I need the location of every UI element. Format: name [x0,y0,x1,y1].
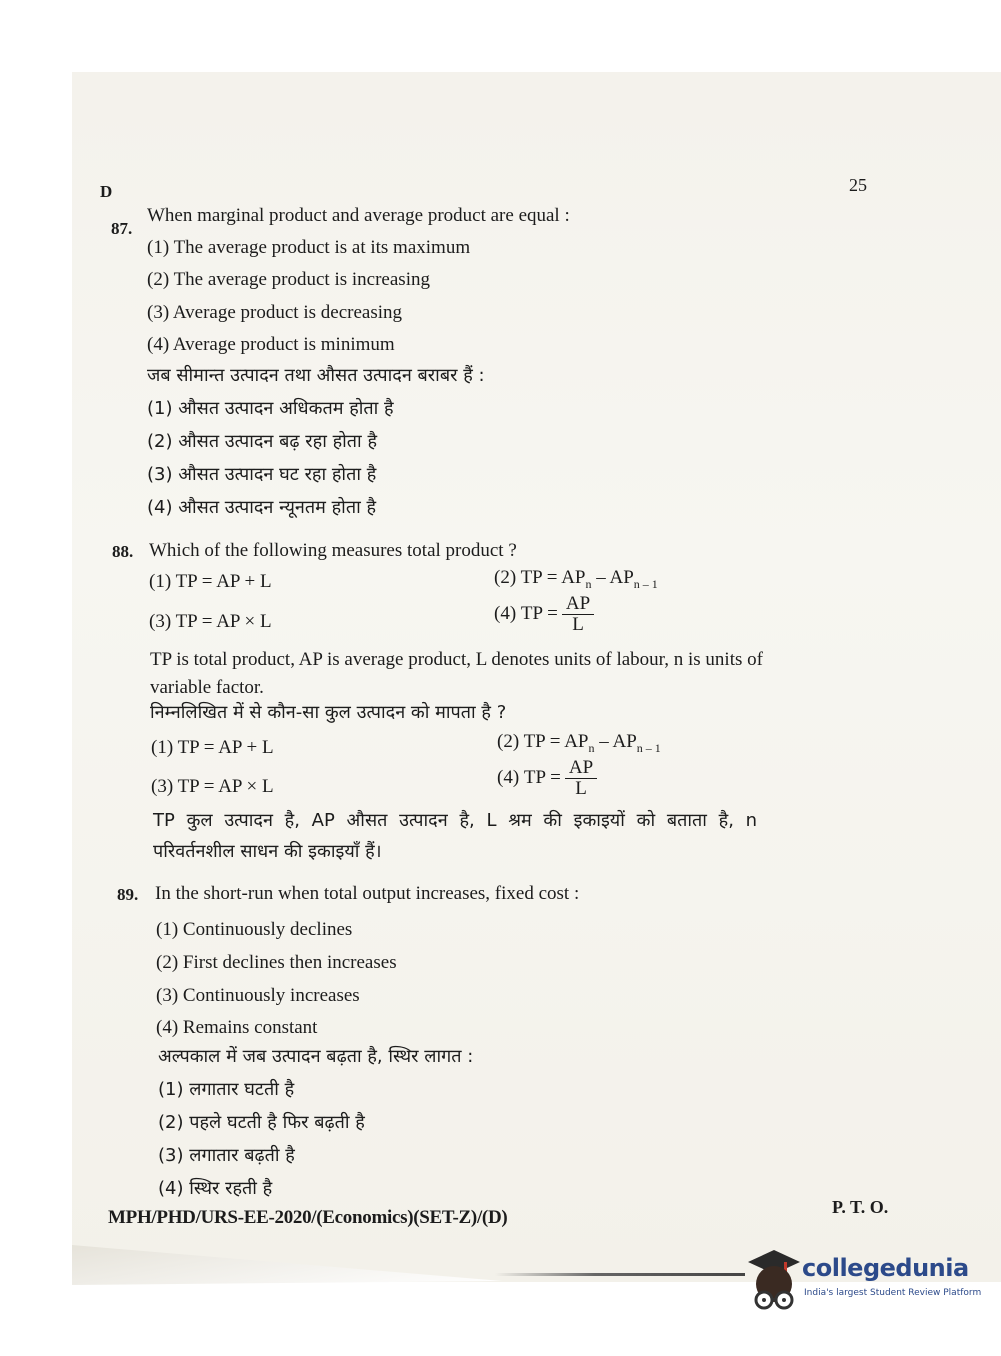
page-number: 25 [849,175,867,195]
q89-stem-hi: अल्पकाल में जब उत्पादन बढ़ता है, स्थिर लागत : [158,1046,474,1067]
q89-stem-en: In the short-run when total output increases, fixed cost : [155,883,580,904]
set-letter: D [100,182,113,201]
q89-option-1-en: (1) Continuously declines [156,919,353,940]
q88-stem-en: Which of the following measures total product ? [149,540,517,561]
mascot-icon [744,1248,802,1314]
q88-option-1-en: (1) TP = AP + L [149,571,272,592]
q89-option-2-en: (2) First declines then increases [156,952,397,973]
footer-exam-code: MPH/PHD/URS-EE-2020/(Economics)(SET-Z)/(D) [108,1207,508,1228]
q87-option-1-hi: (1) औसत उत्पादन अधिकतम होता है [147,398,394,419]
q88-option-2-hi: (2) TP = $AP_n - AP_{n - 1}$ [497,731,661,755]
q88-option-3-hi: (3) TP = AP × L [151,776,274,797]
q88-note-en-line-1: TP is total product, AP is average product, L denotes units of labour, n is units of [150,649,763,670]
q88-option-4-en: (4) TP = AP L [494,594,592,635]
brand-tagline: India's largest Student Review Platform [804,1288,982,1298]
collegedunia-logo [744,1248,982,1318]
q88-note-en-line-2: variable factor. [150,677,264,698]
q89-option-1-hi: (1) लगातार घटती है [158,1079,295,1100]
brand-name: collegedunia [802,1254,969,1282]
question-number-89: 89. [117,885,139,904]
q87-option-3-en: (3) Average product is decreasing [147,302,402,323]
footer-pto: P. T. O. [832,1197,889,1217]
question-number-88: 88. [112,542,134,561]
q87-stem-en: When marginal product and average product are equal : [147,205,570,226]
q89-option-3-hi: (3) लगातार बढ़ती है [158,1145,295,1166]
q87-option-3-hi: (3) औसत उत्पादन घट रहा होता है [147,464,377,485]
q88-note-hi-line-2: परिवर्तनशील साधन की इकाइयाँ हैं। [153,841,382,862]
q88-option-2-en: (2) TP = $AP_n - AP_{n - 1}$ [494,567,658,591]
q87-stem-hi: जब सीमान्त उत्पादन तथा औसत उत्पादन बराबर हैं : [147,365,485,386]
q87-option-4-hi: (4) औसत उत्पादन न्यूनतम होता है [147,497,377,518]
q89-option-3-en: (3) Continuously increases [156,985,360,1006]
q88-option-4-hi: (4) TP = AP L [497,758,595,799]
q88-note-hi-line-1: TP कुल उत्पादन है, AP औसत उत्पादन है, L श्रम की इकाइयों को बताता है, n [153,810,758,831]
q88-option-3-en: (3) TP = AP × L [149,611,272,632]
q87-option-1-en: (1) The average product is at its maximum [147,237,471,258]
q89-option-4-en: (4) Remains constant [156,1017,318,1038]
q88-option-1-hi: (1) TP = AP + L [151,737,274,758]
question-number-87: 87. [111,219,133,238]
q87-option-2-en: (2) The average product is increasing [147,269,430,290]
q88-stem-hi: निम्नलिखित में से कौन-सा कुल उत्पादन को मापता है ? [150,702,507,723]
footer-rule [495,1273,745,1276]
q89-option-2-hi: (2) पहले घटती है फिर बढ़ती है [158,1112,365,1133]
q87-option-4-en: (4) Average product is minimum [147,334,395,355]
q89-option-4-hi: (4) स्थिर रहती है [158,1178,273,1199]
q87-option-2-hi: (2) औसत उत्पादन बढ़ रहा होता है [147,431,377,452]
